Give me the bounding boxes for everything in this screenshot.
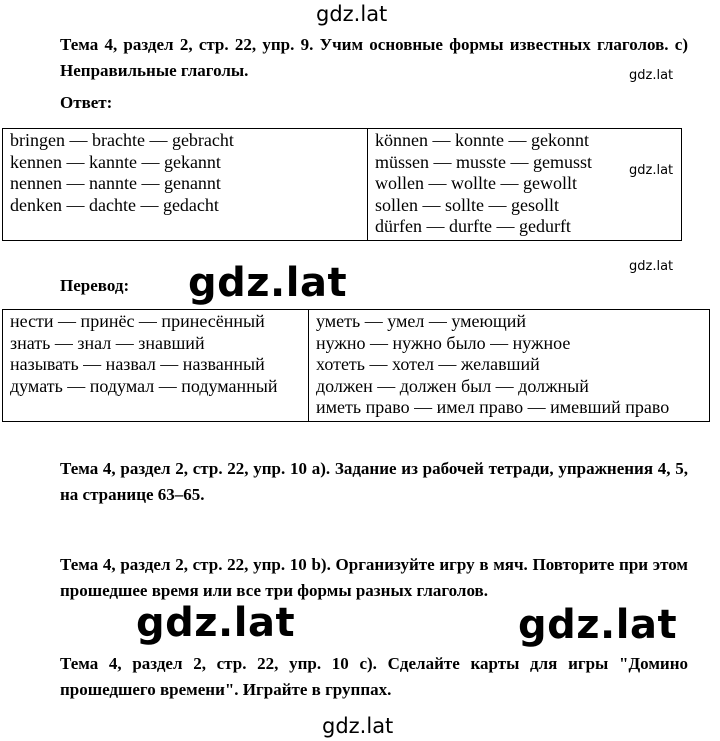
watermark-big-center: gdz.lat bbox=[188, 260, 348, 306]
verb-row: wollen — wollte — gewollt bbox=[375, 173, 577, 193]
translation-row: должен — должен был — должный bbox=[316, 375, 589, 396]
verb-row: denken — dachte — gedacht bbox=[10, 194, 219, 215]
task-10c-text: Тема 4, раздел 2, стр. 22, упр. 10 c). Сделайте карты для игры "Домино прошедшего времени". Играйте в группах. bbox=[60, 654, 688, 699]
watermark-right-2: gdz.lat bbox=[629, 163, 674, 178]
verbs-column-left bbox=[3, 129, 368, 241]
translation-label: Перевод: bbox=[60, 276, 130, 295]
verb-row: sollen — sollte — gesollt bbox=[375, 194, 559, 215]
translation-column-left bbox=[3, 310, 309, 422]
watermark-right-3: gdz.lat bbox=[629, 259, 674, 274]
answer-label: Ответ: bbox=[60, 93, 113, 112]
verbs-table-german bbox=[2, 128, 682, 241]
verb-row: dürfen — durfte — gedurft bbox=[375, 216, 571, 236]
verb-row: müssen — musste — gemusst bbox=[375, 151, 593, 172]
verbs-column-right bbox=[368, 129, 682, 241]
translation-row: думать — подумал — подуманный bbox=[10, 375, 278, 396]
watermark-big-right: gdz.lat bbox=[514, 602, 681, 648]
watermark-right-1: gdz.lat bbox=[629, 68, 674, 83]
watermark-top: gdz.lat bbox=[316, 2, 388, 26]
translation-row: нести — принёс — принесённый bbox=[10, 311, 265, 331]
verb-row: nennen — nannte — genannt bbox=[10, 173, 221, 193]
translation-row: хотеть — хотел — желавший bbox=[316, 354, 540, 374]
watermark-bottom: gdz.lat bbox=[322, 714, 394, 738]
verb-row: bringen — brachte — gebracht bbox=[10, 130, 234, 150]
translation-row: называть — назвал — названный bbox=[10, 354, 265, 374]
translation-row: нужно — нужно было — нужное bbox=[316, 332, 571, 353]
task-9-heading: Тема 4, раздел 2, стр. 22, упр. 9. Учим основные формы известных глаголов. с) Неправильные глаголы. bbox=[60, 35, 688, 80]
watermark-big-left: gdz.lat bbox=[132, 600, 299, 646]
translation-row: иметь право — имел право — имевший право bbox=[316, 397, 670, 417]
verb-row: kennen — kannte — gekannt bbox=[10, 151, 221, 172]
verb-row: können — konnte — gekonnt bbox=[375, 130, 589, 150]
translation-row: уметь — умел — умеющий bbox=[316, 311, 527, 331]
translation-column-right bbox=[309, 310, 710, 422]
task-10a-text: Тема 4, раздел 2, стр. 22, упр. 10 а). Задание из рабочей тетради, упражнения 4, 5, на странице 63–65. bbox=[60, 459, 688, 504]
verbs-table-russian bbox=[2, 309, 710, 422]
translation-row: знать — знал — знавший bbox=[10, 332, 205, 353]
task-10b-text: Тема 4, раздел 2, стр. 22, упр. 10 b). Организуйте игру в мяч. Повторите при этом прошедшее время или все три формы разных глаголов. bbox=[60, 555, 688, 600]
